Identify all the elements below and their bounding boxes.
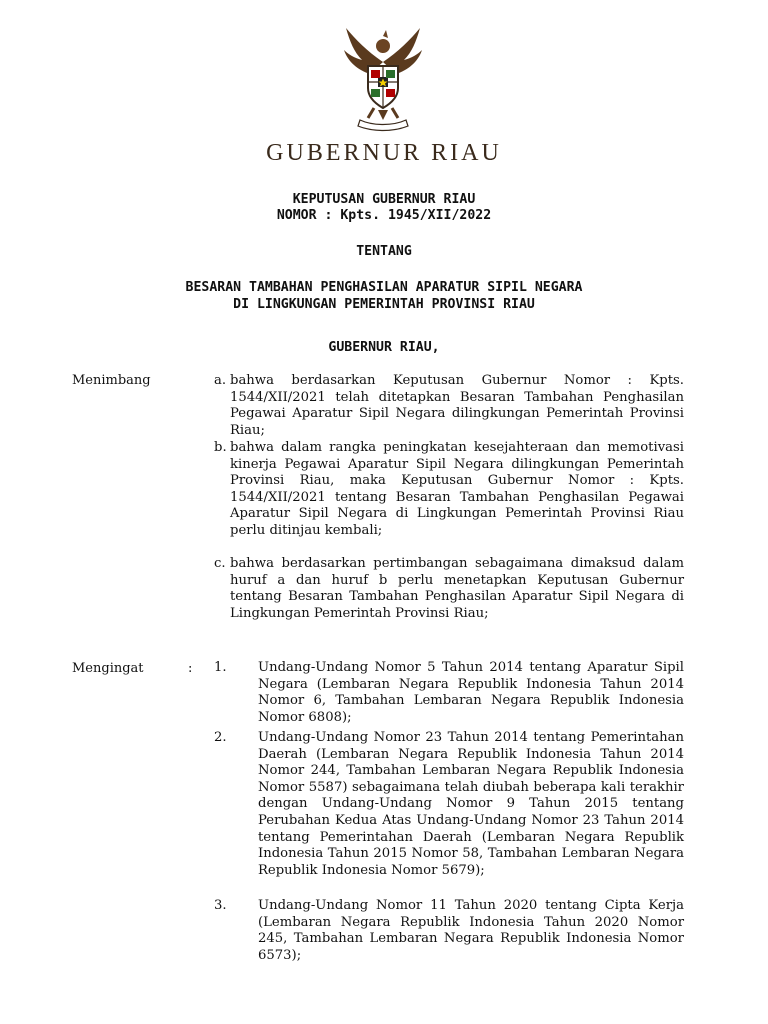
government-title: GUBERNUR RIAU [266,140,502,166]
item-text: bahwa berdasarkan Keputusan Gubernur Nomor : Kpts. 1544/XII/2021 telah ditetapkan Besaran Tambahan Penghasilan Pegawai Aparatur Sipil Negara dilingkungan Pemerintah Provinsi Riau; [230,373,684,438]
item-text: Undang-Undang Nomor 5 Tahun 2014 tentang Aparatur Sipil Negara (Lembaran Negara Republik Indonesia Tahun 2014 Nomor 6, Tambahan Lembaran Negara Republik Indonesia Nomor 6808); [258,660,684,725]
item-marker: 3. [214,898,227,913]
mengingat-item-1 [214,660,684,726]
decree-about: TENTANG [356,244,412,259]
mengingat-colon: : [188,661,193,676]
decree-subject-line-2: DI LINGKUNGAN PEMERINTAH PROVINSI RIAU [233,297,535,312]
item-marker: a. [214,373,227,388]
item-marker: c. [214,556,226,571]
item-text: bahwa dalam rangka peningkatan kesejahteraan dan memotivasi kinerja Pegawai Aparatur Sipil Negara dilingkungan Pemerintah Provinsi Riau, maka Keputusan Gubernur Nomor : Kpts. 1544/XII/2021 tentang Besaran Tambahan Penghasilan Pegawai Aparatur Sipil Negara di Lingkungan Pemerintah Provinsi Riau perlu ditinjau kembali; [230,440,684,538]
menimbang-item-a [214,373,684,443]
decree-subject-line-1: BESARAN TAMBAHAN PENGHASILAN APARATUR SIPIL NEGARA [185,280,583,295]
mengingat-item-3 [214,898,684,964]
mengingat-item-2 [214,730,684,880]
garuda-emblem-icon [338,22,428,132]
item-marker: 1. [214,660,227,675]
item-text: bahwa berdasarkan pertimbangan sebagaimana dimaksud dalam huruf a dan huruf b perlu menetapkan Keputusan Gubernur tentang Besaran Tambahan Penghasilan Aparatur Sipil Negara di Lingkungan Pemerintah Provinsi Riau; [230,556,684,621]
item-marker: b. [214,440,227,455]
governor-heading: GUBERNUR RIAU, [328,340,440,355]
mengingat-label: Mengingat [72,661,144,676]
item-text: Undang-Undang Nomor 23 Tahun 2014 tentang Pemerintahan Daerah (Lembaran Negara Republik Indonesia Tahun 2014 Nomor 244, Tambahan Lembaran Negara Republik Indonesia Nomor 5587) sebagaimana telah diubah beberapa kali terakhir dengan Undang-Undang Nomor 9 Tahun 2015 tentang Perubahan Kedua Atas Undang-Undang Nomor 23 Tahun 2014 tentang Pemerintahan Daerah (Lembaran Negara Republik Indonesia Tahun 2015 Nomor 58, Tambahan Lembaran Negara Republik Indonesia Nomor 5679); [258,730,684,878]
decree-number: NOMOR : Kpts. 1945/XII/2022 [276,208,492,223]
menimbang-item-b [214,440,684,550]
item-text: Undang-Undang Nomor 11 Tahun 2020 tentang Cipta Kerja (Lembaran Negara Republik Indonesia Tahun 2020 Nomor 245, Tambahan Lembaran Negara Republik Indonesia Nomor 6573); [258,898,684,963]
menimbang-item-c [214,556,684,636]
item-marker: 2. [214,730,227,745]
menimbang-label: Menimbang [72,373,151,388]
decree-title: KEPUTUSAN GUBERNUR RIAU [292,192,476,207]
